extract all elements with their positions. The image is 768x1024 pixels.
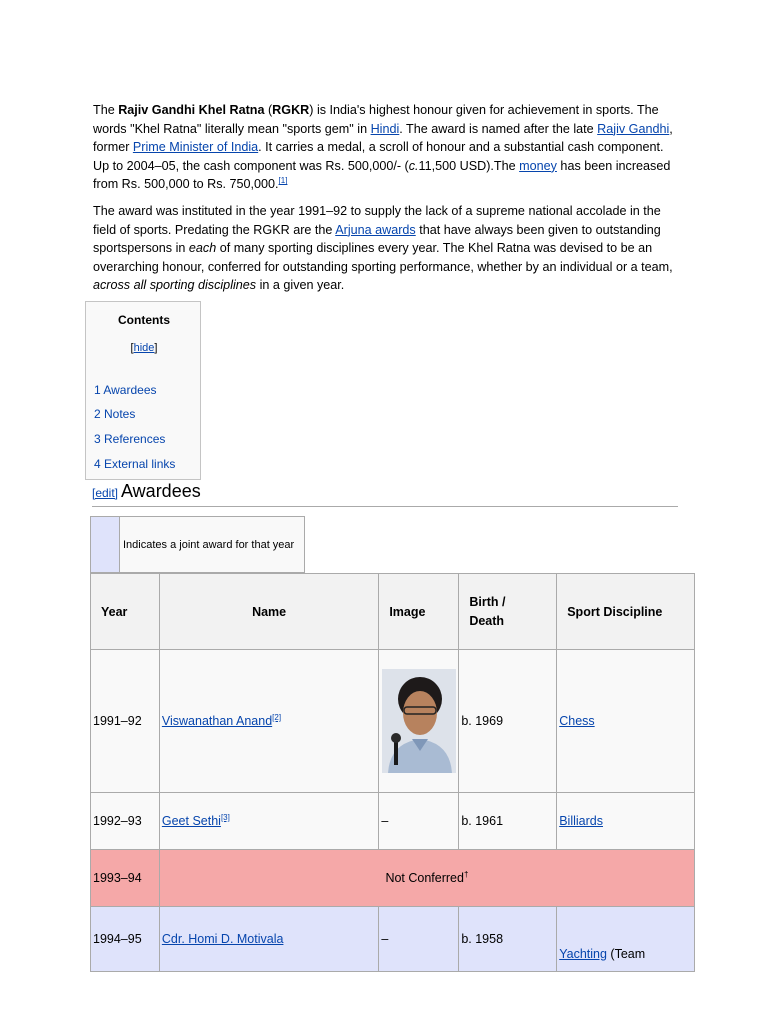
text-run: . The award is named after the late (399, 121, 598, 136)
section-title: Awardees (121, 481, 201, 501)
table-row-not-conferred (91, 850, 695, 907)
cell-year: 1991–92 (91, 650, 160, 793)
section-heading-awardees (92, 481, 678, 507)
history-paragraph (93, 202, 678, 295)
text-run: ( (264, 103, 273, 117)
cell-name (159, 650, 378, 793)
dagger-mark: † (463, 869, 469, 879)
link-hindi[interactable]: Hindi (370, 121, 400, 136)
reference-link[interactable]: [2] (272, 712, 282, 722)
toc-item-references[interactable]: 3 References (94, 432, 166, 446)
link-money[interactable]: money (519, 158, 557, 173)
header-image: Image (379, 574, 459, 650)
cell-image (379, 650, 459, 793)
emphasis-italic: each (188, 241, 217, 256)
awardee-link[interactable]: Geet Sethi (161, 814, 221, 828)
link-arjuna-awards[interactable]: Arjuna awards (335, 222, 416, 237)
cell-year: 1994–95 (91, 907, 160, 972)
header-sport[interactable]: Sport Discipline (557, 574, 695, 650)
text-run: , former (93, 121, 673, 155)
table-row (91, 650, 695, 793)
cell-name (159, 907, 378, 972)
text-run: The (93, 103, 119, 117)
text-run: The award was instituted in the year 1991–92 to supply the lack of a supreme national accolade in the field of sports. Predating the RGKR are the (93, 204, 661, 237)
text-run: . It carries a medal, a scroll of honour and a substantial cash component. Up to 2004–05, the cash component was Rs. 500,000/- ( (93, 140, 664, 173)
link-rajiv-gandhi[interactable]: Rajiv Gandhi (597, 121, 670, 136)
awardees-table (90, 573, 695, 972)
toc-item-notes[interactable]: 2 Notes (94, 407, 136, 421)
text-run: that have always been given to outstanding sportspersons in (93, 222, 661, 256)
sport-link[interactable]: Billiards (559, 814, 603, 828)
toc-hide-link[interactable]: hide (133, 342, 155, 354)
toc-hide-control (86, 342, 202, 354)
table-of-contents (85, 301, 201, 480)
sport-link[interactable]: Yachting (559, 947, 607, 961)
awardee-link[interactable]: Cdr. Homi D. Motivala (161, 932, 284, 946)
intro-paragraph (93, 101, 678, 194)
header-birth-text: Birth / Death (469, 594, 506, 628)
toc-bracket: ] (154, 342, 158, 354)
header-name[interactable]: Name (159, 574, 378, 650)
awardee-link[interactable]: Viswanathan Anand (161, 714, 273, 728)
text-run: of many sporting disciplines every year. The Khel Ratna was devised to be an overarching honour, conferred for outstanding sporting performance, whether by an individual or a team, (93, 241, 673, 274)
cell-year: 1992–93 (91, 793, 160, 850)
award-abbrev-bold: RGKR (272, 103, 310, 117)
text-run: ) is India's highest honour given for achievement in sports. The words "Khel Ratna" literally mean "sports gem" in (93, 103, 659, 136)
reference-link[interactable]: [1] (278, 176, 288, 186)
toc-item-external-links[interactable]: 4 External links (94, 457, 176, 471)
table-header-row (91, 574, 695, 650)
cell-sport (557, 650, 695, 793)
circa-italic: c. (408, 158, 419, 173)
table-row-joint (91, 907, 695, 972)
text-run: 11,500 USD).The (418, 158, 520, 173)
header-year[interactable]: Year (91, 574, 160, 650)
not-conferred-text: Not Conferred (385, 871, 464, 885)
emphasis-italic: across all sporting disciplines (93, 278, 257, 293)
cell-birth: b. 1969 (459, 650, 557, 793)
cell-image: – (379, 793, 459, 850)
cell-year: 1993–94 (91, 850, 160, 907)
sport-suffix: (Team (606, 947, 646, 961)
cell-name (159, 793, 378, 850)
header-birth-death[interactable] (459, 574, 557, 650)
cell-not-conferred (159, 850, 694, 907)
sport-link[interactable]: Chess (559, 714, 595, 728)
award-name-bold: Rajiv Gandhi Khel Ratna (118, 103, 265, 117)
link-prime-minister[interactable]: Prime Minister of India (132, 140, 259, 155)
reference-link[interactable]: [3] (220, 812, 230, 822)
cell-birth: b. 1958 (459, 907, 557, 972)
legend-color-swatch (91, 517, 120, 572)
toc-bracket: [ (130, 342, 134, 354)
edit-section-link[interactable]: [edit] (92, 486, 119, 500)
cell-birth: b. 1961 (459, 793, 557, 850)
cell-sport (557, 793, 695, 850)
legend-text: Indicates a joint award for that year (123, 539, 295, 551)
toc-title: Contents (118, 313, 170, 327)
toc-item-awardees[interactable]: 1 Awardees (94, 383, 157, 397)
portrait-image (382, 669, 456, 773)
joint-award-legend (90, 516, 305, 573)
cell-image: – (379, 907, 459, 972)
text-run: in a given year. (256, 278, 345, 293)
awardee-photo[interactable] (382, 669, 456, 773)
cell-sport (557, 907, 695, 972)
text-run: has been increased from Rs. 500,000 to Rs. 750,000. (93, 158, 671, 192)
table-row (91, 793, 695, 850)
